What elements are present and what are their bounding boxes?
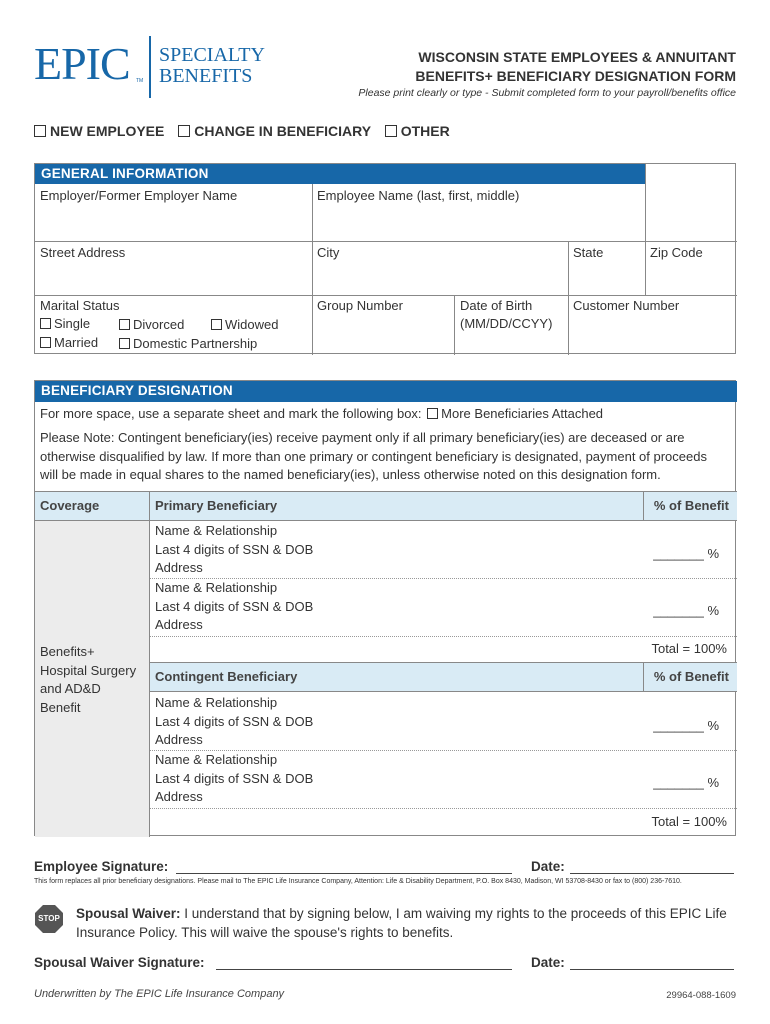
form-type-options [34, 123, 450, 139]
primary-beneficiary-2[interactable]: Name & Relationship Last 4 digits of SSN & DOB Address [155, 580, 314, 632]
employee-signature-label: Employee Signature: [34, 859, 169, 874]
single-checkbox[interactable] [40, 318, 51, 329]
city-field[interactable]: City [317, 245, 340, 260]
employee-date-line[interactable] [570, 873, 734, 874]
primary-1-pct[interactable]: _______ % [653, 546, 719, 561]
married-option[interactable]: Married [40, 334, 98, 352]
contingent-note: Please Note: Contingent beneficiary(ies) receive payment only if all primary beneficiary(ies) are deceased or are otherwise disqualified by law. If more than one primary or contingent beneficiary is designated, payment of proceeds will be made in equal shares to the named beneficiary(ies), unless otherwise noted on this designation form. [40, 430, 707, 482]
domestic-partnership-option[interactable]: Domestic Partnership [119, 335, 257, 353]
contingent-1-pct[interactable]: _______ % [653, 718, 719, 733]
spousal-signature-label: Spousal Waiver Signature: [34, 955, 205, 970]
street-address-field[interactable]: Street Address [40, 245, 126, 260]
spousal-date-label: Date: [531, 955, 565, 970]
group-number-field[interactable]: Group Number [317, 298, 403, 313]
change-beneficiary-checkbox[interactable] [178, 125, 190, 137]
state-field[interactable]: State [573, 245, 604, 260]
zip-code-field[interactable]: Zip Code [650, 245, 703, 260]
fineprint: This form replaces all prior beneficiary designations. Please mail to The EPIC Life Insurance Company, Attention: Life & Disability Department, P.O. Box 8430, Madison, WI 53708-8430 or fax to (800) 236-7610. [34, 878, 682, 885]
divorced-checkbox[interactable] [119, 319, 130, 330]
primary-beneficiary-header: Primary Beneficiary [150, 492, 643, 520]
employee-name-field[interactable]: Employee Name (last, first, middle) [317, 188, 520, 203]
contingent-2-pct[interactable]: _______ % [653, 775, 719, 790]
employer-name-field[interactable]: Employer/Former Employer Name [40, 188, 238, 203]
general-info-header: GENERAL INFORMATION [35, 164, 645, 184]
change-beneficiary-option[interactable]: CHANGE IN BENEFICIARY [178, 123, 371, 139]
beneficiary-section [34, 380, 736, 836]
logo [34, 36, 274, 98]
logo-specialty: SPECIALTY [159, 44, 265, 66]
divorced-option[interactable]: Divorced [119, 316, 184, 334]
spousal-date-line[interactable] [570, 969, 734, 970]
customer-number-field[interactable]: Customer Number [573, 298, 680, 313]
new-employee-option[interactable]: NEW EMPLOYEE [34, 123, 164, 139]
stop-sign-icon: STOP [34, 904, 64, 934]
dob-format: (MM/DD/CCYY) [460, 316, 553, 331]
widowed-option[interactable]: Widowed [211, 316, 278, 334]
spousal-waiver-text: Spousal Waiver: I understand that by signing below, I am waiving my rights to the proceeds of this EPIC Life Insurance Policy. This will waive the spouse's rights to benefits. [76, 906, 727, 940]
contingent-pct-header: % of Benefit [644, 663, 737, 691]
other-option[interactable]: OTHER [385, 123, 450, 139]
domestic-partnership-checkbox[interactable] [119, 338, 130, 349]
form-number: 29964-088-1609 [666, 990, 736, 1001]
primary-pct-header: % of Benefit [644, 492, 737, 520]
spousal-signature-line[interactable] [216, 969, 512, 970]
married-checkbox[interactable] [40, 337, 51, 348]
other-checkbox[interactable] [385, 125, 397, 137]
primary-total: Total = 100% [651, 641, 727, 656]
dob-label: Date of Birth [460, 298, 533, 313]
logo-benefits: BENEFITS [159, 65, 253, 87]
contingent-beneficiary-2[interactable]: Name & Relationship Last 4 digits of SSN & DOB Address [155, 752, 314, 804]
contingent-beneficiary-1[interactable]: Name & Relationship Last 4 digits of SSN & DOB Address [155, 695, 314, 747]
more-beneficiaries-checkbox[interactable] [427, 408, 438, 419]
widowed-checkbox[interactable] [211, 319, 222, 330]
form-title [415, 48, 736, 86]
marital-status-label: Marital Status [40, 298, 120, 313]
form-title-line1: WISCONSIN STATE EMPLOYEES & ANNUITANT [418, 49, 736, 65]
contingent-total: Total = 100% [651, 814, 727, 829]
logo-tm: TM [136, 78, 144, 84]
more-space-text: For more space, use a separate sheet and mark the following box: More Beneficiaries Attached [40, 406, 604, 421]
beneficiary-header: BENEFICIARY DESIGNATION [35, 381, 737, 402]
contingent-beneficiary-header: Contingent Beneficiary [150, 663, 643, 691]
logo-epic: EPIC [34, 38, 130, 89]
form-subtitle: Please print clearly or type - Submit completed form to your payroll/benefits office [358, 87, 736, 99]
underwritten-by: Underwritten by The EPIC Life Insurance Company [34, 988, 285, 1000]
general-info-section [34, 163, 736, 354]
form-title-line2: BENEFITS+ BENEFICIARY DESIGNATION FORM [415, 68, 736, 84]
more-beneficiaries-option[interactable]: More Beneficiaries Attached [427, 406, 603, 421]
coverage-description: Benefits+ Hospital Surgery and AD&D Benefit [40, 644, 137, 715]
single-option[interactable]: Single [40, 315, 90, 333]
employee-signature-line[interactable] [176, 873, 512, 874]
coverage-header: Coverage [35, 492, 149, 520]
primary-2-pct[interactable]: _______ % [653, 603, 719, 618]
employee-date-label: Date: [531, 859, 565, 874]
primary-beneficiary-1[interactable]: Name & Relationship Last 4 digits of SSN & DOB Address [155, 523, 314, 575]
new-employee-checkbox[interactable] [34, 125, 46, 137]
logo-divider [149, 36, 151, 98]
